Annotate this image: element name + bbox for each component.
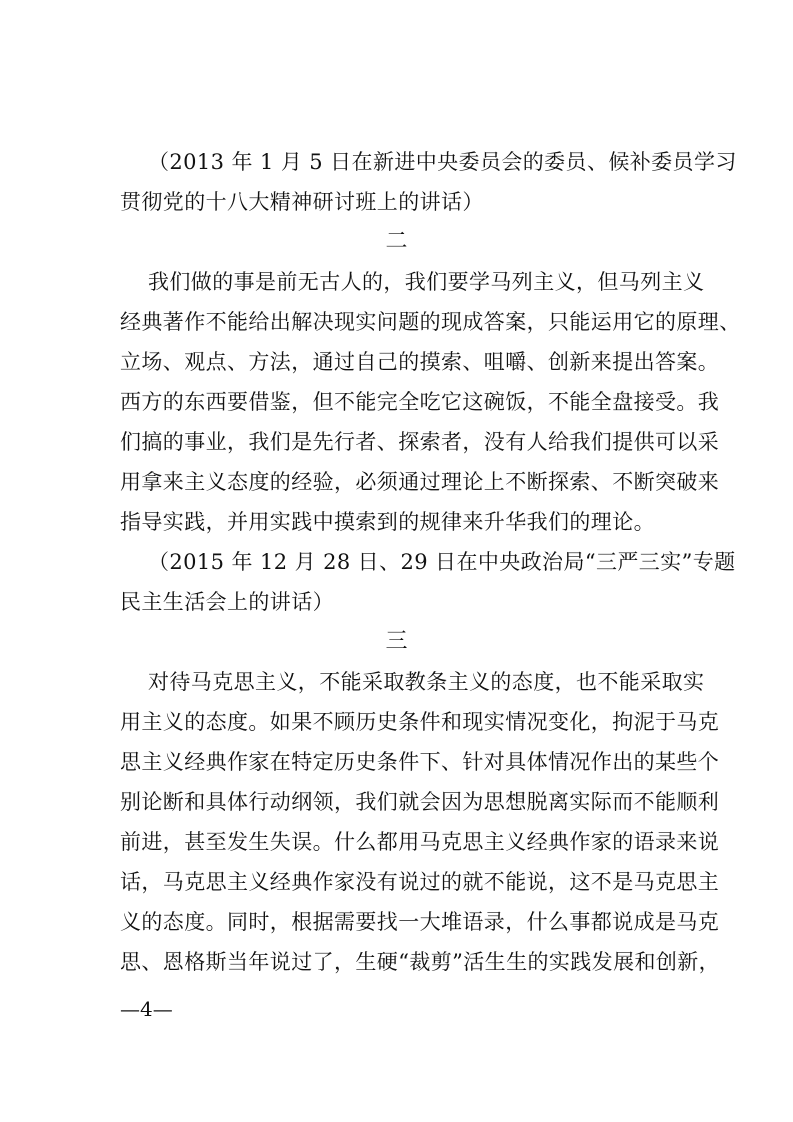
source-citation-line: （2013 年 1 月 5 日在新进中央委员会的委员、候补委员学习 (148, 150, 737, 174)
section-heading-2: 二 (385, 229, 408, 254)
paragraph-line: 用主义的态度。如果不顾历史条件和现实情况变化，拘泥于马克 (120, 710, 720, 734)
paragraph-line: 立场、观点、方法，通过自己的摸索、咀嚼、创新来提出答案。 (120, 350, 720, 374)
paragraph-line: 们搞的事业，我们是先行者、探索者，没有人给我们提供可以采 (120, 430, 720, 454)
paragraph-line: 思主义经典作家在特定历史条件下、针对具体情况作出的某些个 (120, 750, 720, 774)
source-citation-line: （2015 年 12 月 28 日、29 日在中央政治局“三严三实”专题 (148, 550, 736, 574)
paragraph-line: 我们做的事是前无古人的，我们要学马列主义，但马列主义 (148, 270, 705, 294)
source-citation-line: 民主生活会上的讲话） (120, 590, 334, 614)
paragraph-line: 话，马克思主义经典作家没有说过的就不能说，这不是马克思主 (120, 870, 720, 894)
paragraph-line: 经典著作不能给出解决现实问题的现成答案，只能运用它的原理、 (120, 310, 741, 334)
page-number: —4— (120, 997, 173, 1021)
paragraph-line: 对待马克思主义，不能采取教条主义的态度，也不能采取实 (148, 670, 705, 694)
paragraph-line: 前进，甚至发生失误。什么都用马克思主义经典作家的语录来说 (120, 830, 720, 854)
paragraph-line: 指导实践，并用实践中摸索到的规律来升华我们的理论。 (120, 510, 655, 534)
source-citation-line: 贯彻党的十八大精神研讨班上的讲话） (120, 190, 484, 214)
paragraph-line: 西方的东西要借鉴，但不能完全吃它这碗饭，不能全盘接受。我 (120, 390, 720, 414)
section-heading-3: 三 (385, 629, 408, 654)
paragraph-line: 思、恩格斯当年说过了，生硬“裁剪”活生生的实践发展和创新， (120, 950, 721, 974)
paragraph-line: 用拿来主义态度的经验，必须通过理论上不断探索、不断突破来 (120, 470, 720, 494)
paragraph-line: 别论断和具体行动纲领，我们就会因为思想脱离实际而不能顺利 (120, 790, 720, 814)
paragraph-line: 义的态度。同时，根据需要找一大堆语录，什么事都说成是马克 (120, 910, 720, 934)
